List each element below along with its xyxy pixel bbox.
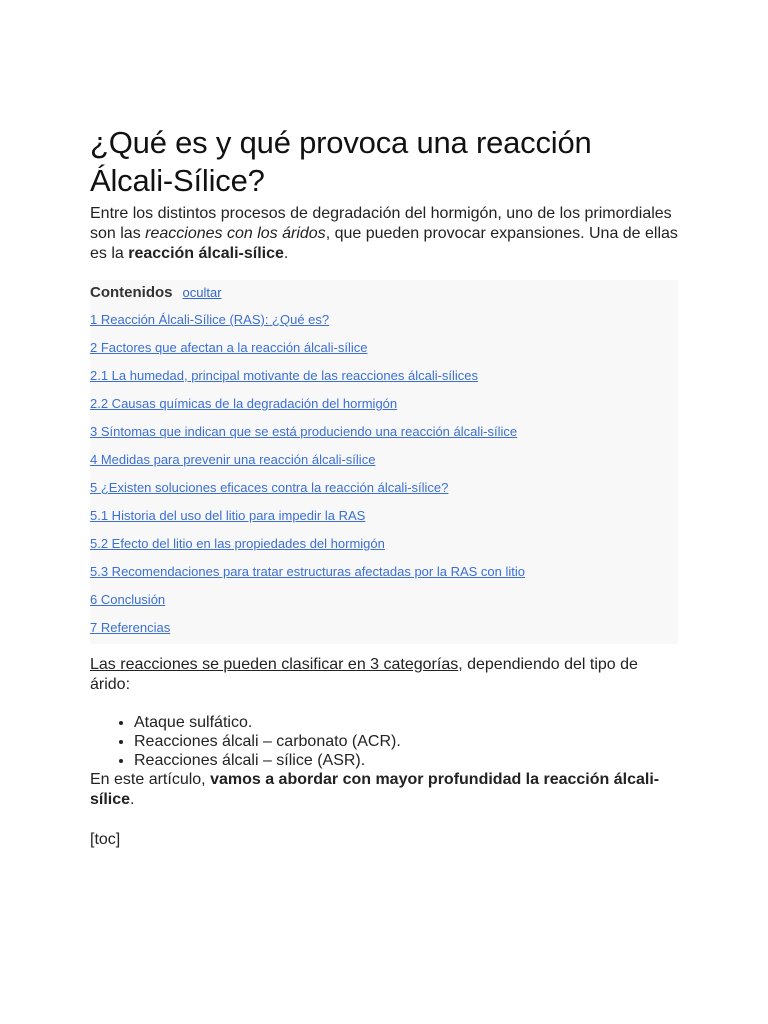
toc-link[interactable]: 2 Factores que afectan a la reacción álcali-sílice — [90, 340, 368, 355]
toc-item — [90, 530, 678, 558]
toc-link[interactable]: 1 Reacción Álcali-Sílice (RAS): ¿Qué es? — [90, 312, 330, 327]
article-content — [90, 124, 680, 850]
toc-item — [90, 614, 678, 642]
intro-text-3: . — [283, 245, 289, 262]
classification-text: , dependiendo del tipo de árido: — [90, 656, 638, 693]
classification-link[interactable]: Las reacciones se pueden clasificar en 3 categorías — [90, 656, 459, 673]
intro-bold: reacción álcali-sílice — [128, 245, 284, 262]
list-item: • Reacciones álcali – sílice (ASR). — [134, 751, 680, 770]
toc-header — [90, 284, 678, 306]
toc-link[interactable]: 6 Conclusión — [90, 592, 166, 607]
toc-hide-link[interactable]: ocultar — [182, 285, 222, 300]
toc-list — [90, 306, 678, 642]
toc-item — [90, 306, 678, 334]
toc-item — [90, 334, 678, 362]
list-item: • Reacciones álcali – carbonato (ACR). — [134, 732, 680, 751]
list-item: • Ataque sulfático. — [134, 713, 680, 732]
toc-link[interactable]: 7 Referencias — [90, 620, 171, 635]
toc-link[interactable]: 5.1 Historia del uso del litio para impedir la RAS — [90, 508, 366, 523]
toc-item — [90, 362, 678, 390]
focus-paragraph — [90, 770, 680, 810]
toc-item — [90, 446, 678, 474]
intro-text-1: Entre los distintos procesos de degradación del hormigón, uno de los primordiales son las — [90, 205, 672, 242]
intro-italic: reacciones con los áridos — [145, 225, 326, 242]
categories-list — [90, 713, 680, 770]
table-of-contents — [90, 280, 678, 644]
toc-item — [90, 418, 678, 446]
toc-link[interactable]: 4 Medidas para prevenir una reacción álcali-sílice — [90, 452, 376, 467]
focus-text-2: . — [130, 791, 135, 808]
toc-link[interactable]: 5.3 Recomendaciones para tratar estructuras afectadas por la RAS con litio — [90, 564, 526, 579]
toc-link[interactable]: 5.2 Efecto del litio en las propiedades del hormigón — [90, 536, 385, 551]
toc-item — [90, 586, 678, 614]
toc-item — [90, 558, 678, 586]
classification-paragraph — [90, 655, 680, 695]
toc-link[interactable]: 2.1 La humedad, principal motivante de las reacciones álcali-sílices — [90, 368, 479, 383]
toc-link[interactable]: 2.2 Causas químicas de la degradación del hormigón — [90, 396, 398, 411]
intro-text-2: , que pueden provocar expansiones. Una de ellas es la — [90, 225, 678, 262]
focus-text-1: En este artículo, — [90, 771, 211, 788]
toc-link[interactable]: 5 ¿Existen soluciones eficaces contra la reacción álcali-sílice? — [90, 480, 449, 495]
toc-link[interactable]: 3 Síntomas que indican que se está produciendo una reacción álcali-sílice — [90, 424, 518, 439]
intro-paragraph — [90, 204, 680, 264]
toc-item — [90, 502, 678, 530]
article-title: ¿Qué es y qué provoca una reacción Álcali-Sílice? — [90, 125, 592, 198]
toc-title: Contenidos — [90, 284, 173, 301]
toc-item — [90, 390, 678, 418]
focus-bold: vamos a abordar con mayor profundidad la reacción álcali-sílice — [90, 771, 660, 808]
toc-item — [90, 474, 678, 502]
toc-shortcode: [toc] — [90, 831, 121, 848]
